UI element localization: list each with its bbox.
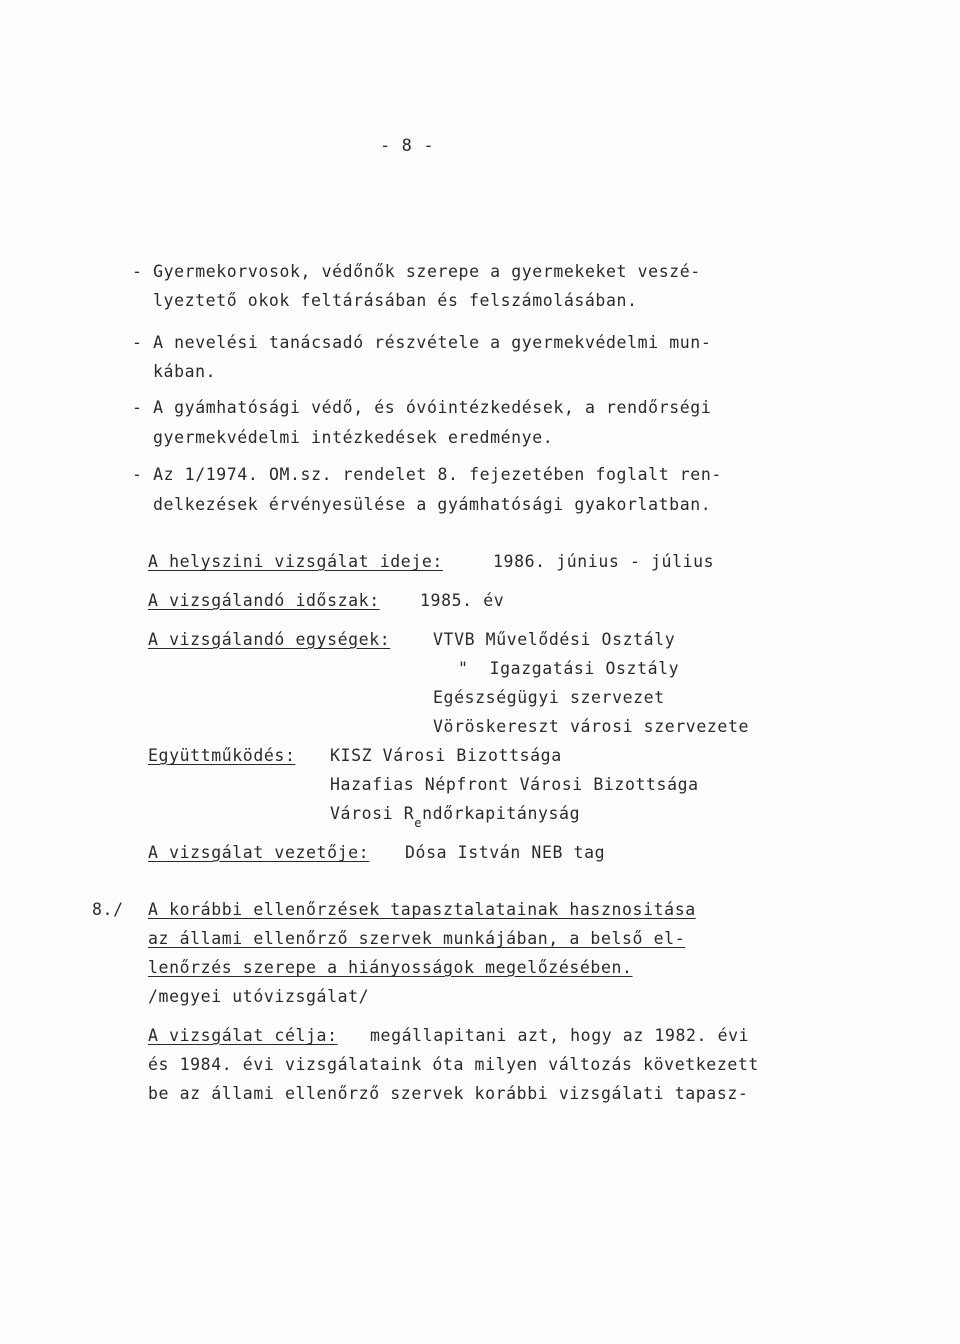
page-number: - 8 - xyxy=(380,136,435,156)
helyszini-value: 1986. június - július xyxy=(493,552,715,571)
egyuttmukodes-item-3 xyxy=(330,804,581,830)
rendorkapitanysag-subscript: e xyxy=(414,816,423,830)
egyuttmukodes-item-2: Hazafias Népfront Városi Bizottsága xyxy=(330,775,699,794)
egysegek-label: A vizsgálandó egységek: xyxy=(148,630,391,649)
section-title-line-1: A korábbi ellenőrzések tapasztalatainak hasznositása xyxy=(148,900,696,919)
egysegek-item-1: VTVB Művelődési Osztály xyxy=(433,630,676,649)
egysegek-item-4: Vöröskereszt városi szervezete xyxy=(433,717,750,736)
bullet-3-line-2: gyermekvédelmi intézkedések eredménye. xyxy=(153,428,554,447)
rendorkapitanysag-part-2: ndőrkapitányság xyxy=(422,804,581,823)
vezeto-value: Dósa István NEB tag xyxy=(405,843,606,862)
bullet-4-line-1: - Az 1/1974. OM.sz. rendelet 8. fejezetében foglalt ren- xyxy=(132,465,722,484)
egyuttmukodes-item-1: KISZ Városi Bizottsága xyxy=(330,746,562,765)
egysegek-item-2: " Igazgatási Osztály xyxy=(458,659,680,678)
section-title-line-2: az állami ellenőrző szervek munkájában, a belső el- xyxy=(148,929,686,948)
bullet-2-line-2: kában. xyxy=(153,362,217,381)
helyszini-label: A helyszini vizsgálat ideje: xyxy=(148,552,443,571)
egysegek-item-3: Egészségügyi szervezet xyxy=(433,688,665,707)
vezeto-label: A vizsgálat vezetője: xyxy=(148,843,370,862)
bullet-2-line-1: - A nevelési tanácsadó részvétele a gyermekvédelmi mun- xyxy=(132,333,712,352)
cel-line-3: be az állami ellenőrző szervek korábbi vizsgálati tapasz- xyxy=(148,1084,749,1103)
bullet-1-line-1: - Gyermekorvosok, védőnők szerepe a gyermekeket veszé- xyxy=(132,262,701,281)
section-number: 8./ xyxy=(92,900,124,919)
cel-line-1: megállapitani azt, hogy az 1982. évi xyxy=(370,1026,750,1045)
section-title-line-3: lenőrzés szerepe a hiányosságok megelőzésében. xyxy=(148,958,633,977)
idoszak-label: A vizsgálandó időszak: xyxy=(148,591,380,610)
idoszak-value: 1985. év xyxy=(420,591,505,610)
bullet-3-line-1: - A gyámhatósági védő, és óvóintézkedések, a rendőrségi xyxy=(132,398,712,417)
section-subtitle: /megyei utóvizsgálat/ xyxy=(148,987,370,1006)
cel-label: A vizsgálat célja: xyxy=(148,1026,338,1045)
bullet-1-line-2: lyeztető okok feltárásában és felszámolásában. xyxy=(153,291,638,310)
rendorkapitanysag-part-1: Városi R xyxy=(330,804,415,823)
bullet-4-line-2: delkezések érvényesülése a gyámhatósági gyakorlatban. xyxy=(153,495,712,514)
cel-line-2: és 1984. évi vizsgálataink óta milyen változás következett xyxy=(148,1055,759,1074)
egyuttmukodes-label: Együttműködés: xyxy=(148,746,296,765)
